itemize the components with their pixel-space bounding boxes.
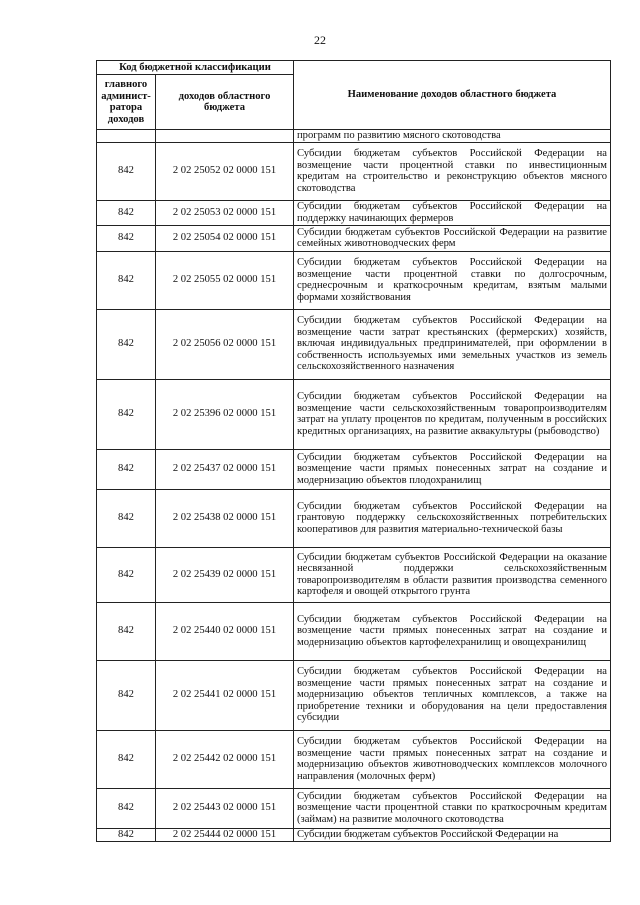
admin-code-cell: 842 xyxy=(97,449,156,489)
admin-code-cell: 842 xyxy=(97,489,156,547)
admin-code-cell: 842 xyxy=(97,660,156,730)
income-code-cell: 2 02 25442 02 0000 151 xyxy=(156,730,294,788)
admin-code-cell: 842 xyxy=(97,828,156,841)
table-row xyxy=(97,660,611,730)
income-name-cell: Субсидии бюджетам субъектов Российской Федерации на возмещение части процентной ставки по инвестиционным кредитам на строительство и реконструкцию объектов мясного скотоводства xyxy=(294,142,611,200)
income-code-cell: 2 02 25440 02 0000 151 xyxy=(156,602,294,660)
admin-code-cell: 842 xyxy=(97,788,156,828)
admin-code-cell: 842 xyxy=(97,602,156,660)
income-name-cell: Субсидии бюджетам субъектов Российской Федерации на возмещение части прямых понесенных затрат на создание и модернизацию объектов картофелехранилищ и овощехранилищ xyxy=(294,602,611,660)
table-row xyxy=(97,602,611,660)
table-row xyxy=(97,379,611,449)
admin-code-cell: 842 xyxy=(97,547,156,602)
header-budget-classification-code: Код бюджетной классификации xyxy=(97,61,294,75)
income-name-cell: Субсидии бюджетам субъектов Российской Федерации на поддержку начинающих фермеров xyxy=(294,200,611,225)
income-code-cell xyxy=(156,130,294,143)
table-row xyxy=(97,788,611,828)
admin-code-cell: 842 xyxy=(97,200,156,225)
income-name-cell: Субсидии бюджетам субъектов Российской Федерации на оказание несвязанной поддержки сельскохозяйственным товаропроизводителям в области развития производства семенного картофеля и овощей открытого грунта xyxy=(294,547,611,602)
admin-code-cell: 842 xyxy=(97,379,156,449)
admin-code-cell: 842 xyxy=(97,251,156,309)
income-name-cell: Субсидии бюджетам субъектов Российской Федерации на грантовую поддержку сельскохозяйственных потребительских кооперативов для развития материально-технической базы xyxy=(294,489,611,547)
income-name-cell: Субсидии бюджетам субъектов Российской Федерации на возмещение части процентной ставки по долгосрочным, среднесрочным и краткосрочным кредитам, взятым малыми формами хозяйствования xyxy=(294,251,611,309)
income-code-cell: 2 02 25052 02 0000 151 xyxy=(156,142,294,200)
income-code-cell: 2 02 25437 02 0000 151 xyxy=(156,449,294,489)
income-name-cell: Субсидии бюджетам субъектов Российской Федерации на xyxy=(294,828,611,841)
income-name-cell: Субсидии бюджетам субъектов Российской Федерации на возмещение части сельскохозяйственным товаропроизводителям затрат на уплату процентов по кредитам, полученным в российских кредитных организациях, на развитие аквакультуры (рыбоводство) xyxy=(294,379,611,449)
table-row xyxy=(97,251,611,309)
income-code-cell: 2 02 25444 02 0000 151 xyxy=(156,828,294,841)
header-income-name: Наименование доходов областного бюджета xyxy=(294,61,611,130)
income-code-cell: 2 02 25438 02 0000 151 xyxy=(156,489,294,547)
admin-code-cell: 842 xyxy=(97,730,156,788)
admin-code-cell: 842 xyxy=(97,309,156,379)
admin-code-cell: 842 xyxy=(97,225,156,251)
header-chief-administrator: главного админист-ратора доходов xyxy=(97,75,156,130)
income-name-cell: Субсидии бюджетам субъектов Российской Федерации на возмещение части прямых понесенных затрат на создание и модернизацию объектов тепличных комплексов, а также на приобретение техники и оборудования на цели предоставления субсидии xyxy=(294,660,611,730)
income-code-cell: 2 02 25439 02 0000 151 xyxy=(156,547,294,602)
income-name-cell: Субсидии бюджетам субъектов Российской Федерации на возмещение части процентной ставки по краткосрочным кредитам (займам) на развитие молочного скотоводства xyxy=(294,788,611,828)
income-name-cell: Субсидии бюджетам субъектов Российской Федерации на возмещение части затрат крестьянских (фермерских) хозяйств, включая индивидуальных предпринимателей, при оформлении в собственность используемых ими земельных участков из земель сельскохозяйственного назначения xyxy=(294,309,611,379)
header-income-code: доходов областного бюджета xyxy=(156,75,294,130)
table-row xyxy=(97,130,611,143)
income-code-cell: 2 02 25053 02 0000 151 xyxy=(156,200,294,225)
table-row xyxy=(97,142,611,200)
income-name-cell: Субсидии бюджетам субъектов Российской Федерации на возмещение части прямых понесенных затрат на создание и модернизацию объектов животноводческих комплексов молочного направления (молочных ферм) xyxy=(294,730,611,788)
income-code-cell: 2 02 25396 02 0000 151 xyxy=(156,379,294,449)
income-name-cell: Субсидии бюджетам субъектов Российской Федерации на развитие семейных животноводческих ферм xyxy=(294,225,611,251)
table-row xyxy=(97,730,611,788)
table-row xyxy=(97,309,611,379)
admin-code-cell: 842 xyxy=(97,142,156,200)
admin-code-cell xyxy=(97,130,156,143)
table-row xyxy=(97,828,611,841)
page-number: 22 xyxy=(314,33,326,47)
table-header xyxy=(97,61,611,130)
table-row xyxy=(97,489,611,547)
income-name-cell: Субсидии бюджетам субъектов Российской Федерации на возмещение части прямых понесенных затрат на создание и модернизацию объектов плодохранилищ xyxy=(294,449,611,489)
income-code-cell: 2 02 25055 02 0000 151 xyxy=(156,251,294,309)
income-code-cell: 2 02 25054 02 0000 151 xyxy=(156,225,294,251)
table-row xyxy=(97,225,611,251)
income-name-cell: программ по развитию мясного скотоводства xyxy=(294,130,611,143)
income-code-cell: 2 02 25443 02 0000 151 xyxy=(156,788,294,828)
income-code-cell: 2 02 25441 02 0000 151 xyxy=(156,660,294,730)
budget-classification-table xyxy=(96,60,611,842)
table-row xyxy=(97,449,611,489)
table-row xyxy=(97,200,611,225)
table-body xyxy=(97,130,611,842)
income-code-cell: 2 02 25056 02 0000 151 xyxy=(156,309,294,379)
table-row xyxy=(97,547,611,602)
